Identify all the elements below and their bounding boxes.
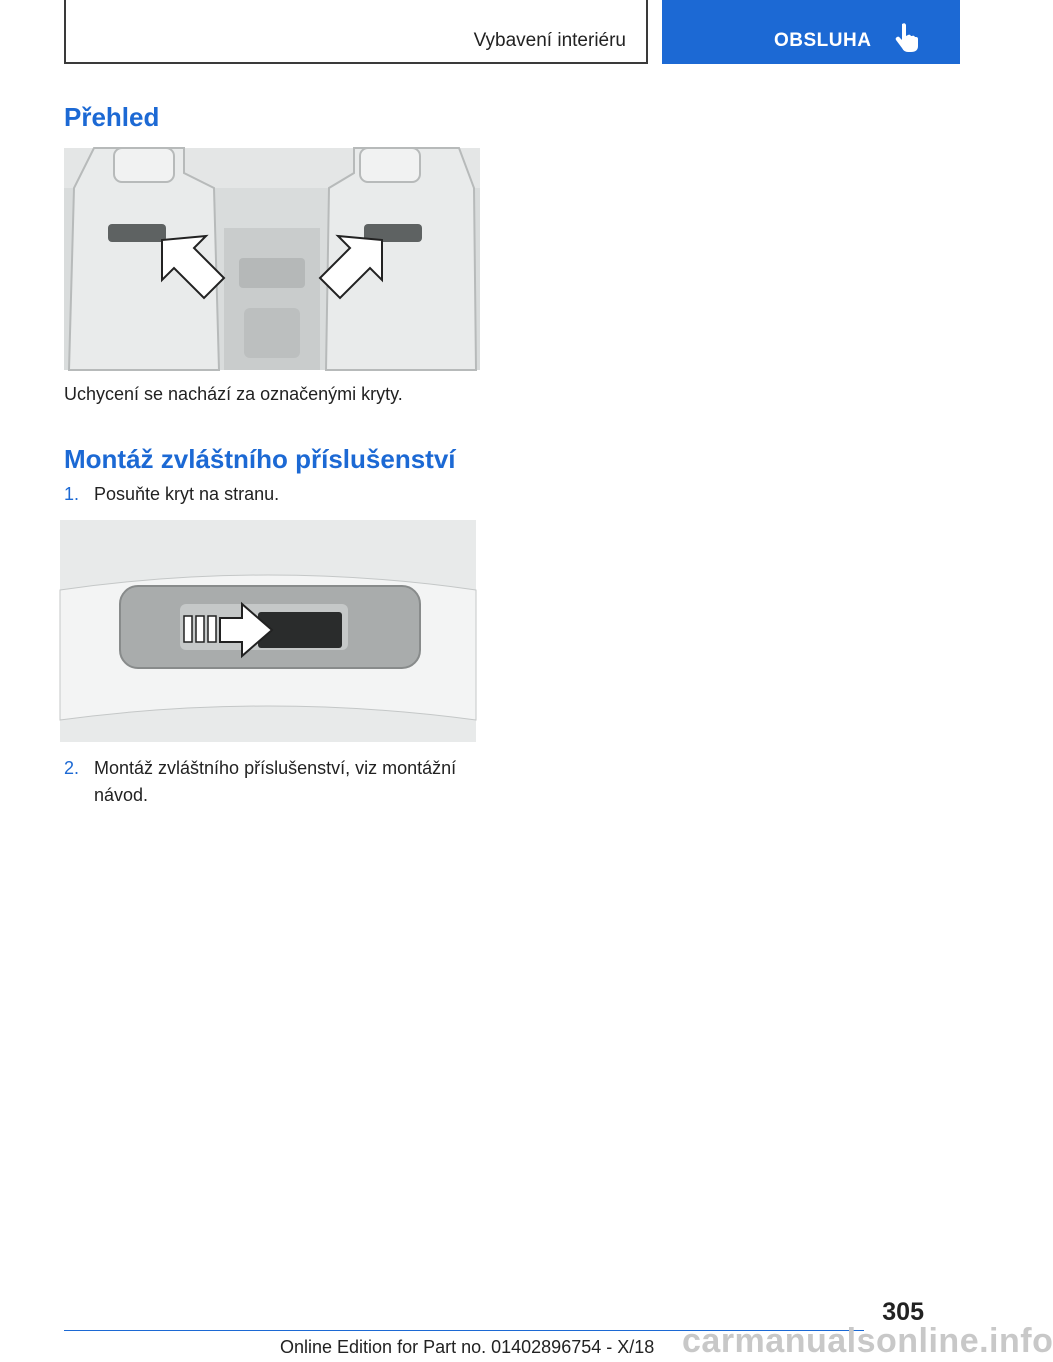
step-item: [64, 481, 484, 508]
step-number: 1.: [64, 484, 80, 504]
edition-note: Online Edition for Part no. 01402896754 - X/18: [280, 1337, 655, 1357]
step-text: Posuňte kryt na stranu.: [94, 484, 280, 504]
header-section-box: [64, 0, 648, 64]
mounting-heading: Montáž zvláštního příslušenství: [64, 444, 456, 474]
rear-seats-figure: [64, 148, 480, 370]
chapter-tab-label: OBSLUHA: [774, 30, 872, 51]
chapter-tab[interactable]: [662, 0, 960, 64]
step-text: Montáž zvláštního příslušenství, viz montážní návod.: [94, 758, 457, 805]
overview-caption: Uchycení se nachází za označenými kryty.: [64, 384, 403, 404]
step-number: 2.: [64, 758, 80, 778]
cover-slide-figure: [60, 520, 476, 742]
page-number: 305: [882, 1298, 924, 1326]
step-item: [64, 755, 484, 809]
overview-heading: Přehled: [64, 102, 160, 132]
watermark: carmanualsonline.info: [682, 1322, 1053, 1360]
section-title: Vybavení interiéru: [473, 30, 626, 51]
hand-pointer-icon: [894, 22, 920, 52]
